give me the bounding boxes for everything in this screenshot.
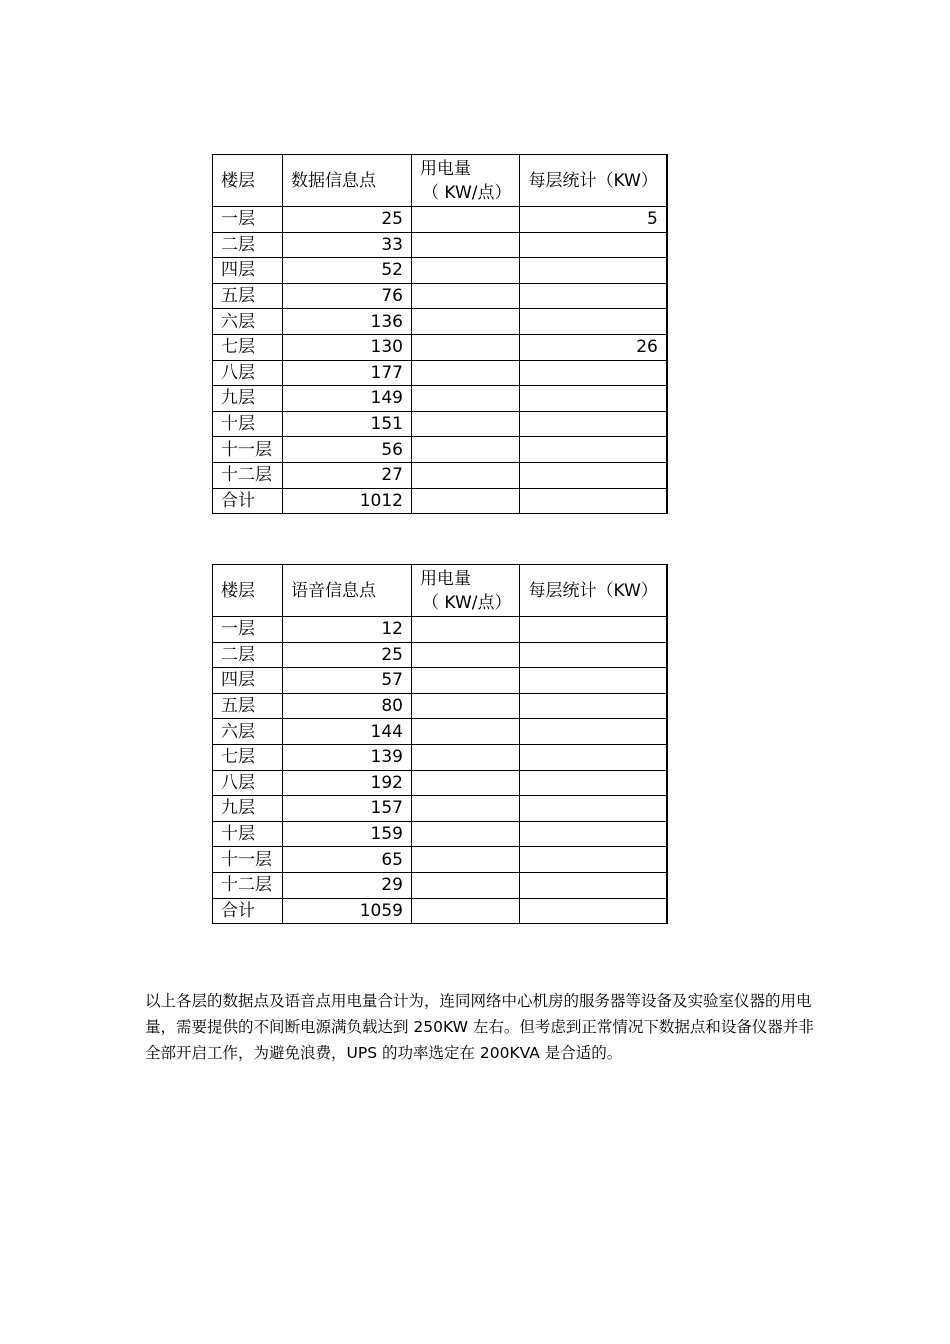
points-cell: 12 xyxy=(283,617,412,643)
floor-total-cell xyxy=(520,719,667,745)
table-row xyxy=(213,796,667,822)
table-header-row xyxy=(213,155,667,207)
usage-cell xyxy=(412,283,520,309)
floor-total-cell xyxy=(520,360,667,386)
floor-cell: 合计 xyxy=(213,898,283,924)
usage-cell xyxy=(412,847,520,873)
floor-total-cell xyxy=(520,744,667,770)
table-row xyxy=(213,719,667,745)
table-row xyxy=(213,386,667,412)
table-row xyxy=(213,283,667,309)
points-cell: 192 xyxy=(283,770,412,796)
header-floor-total: 每层统计（KW） xyxy=(520,565,667,617)
floor-total-cell xyxy=(520,232,667,258)
usage-cell xyxy=(412,719,520,745)
points-cell: 57 xyxy=(283,668,412,694)
usage-cell xyxy=(412,360,520,386)
usage-cell xyxy=(412,617,520,643)
floor-total-cell xyxy=(520,770,667,796)
points-cell: 25 xyxy=(283,207,412,233)
table-row xyxy=(213,488,667,514)
usage-cell xyxy=(412,386,520,412)
points-cell: 139 xyxy=(283,744,412,770)
floor-cell: 十一层 xyxy=(213,847,283,873)
points-cell: 1012 xyxy=(283,488,412,514)
usage-cell xyxy=(412,796,520,822)
usage-cell xyxy=(412,258,520,284)
points-cell: 76 xyxy=(283,283,412,309)
table-row xyxy=(213,642,667,668)
table-row xyxy=(213,821,667,847)
floor-cell: 九层 xyxy=(213,796,283,822)
floor-total-cell xyxy=(520,386,667,412)
floor-cell: 十层 xyxy=(213,411,283,437)
floor-cell: 二层 xyxy=(213,642,283,668)
floor-total-cell xyxy=(520,821,667,847)
table-row xyxy=(213,668,667,694)
floor-total-cell xyxy=(520,617,667,643)
floor-cell: 四层 xyxy=(213,668,283,694)
floor-cell: 八层 xyxy=(213,770,283,796)
floor-total-cell xyxy=(520,258,667,284)
header-data-points: 数据信息点 xyxy=(283,155,412,207)
points-cell: 159 xyxy=(283,821,412,847)
points-cell: 52 xyxy=(283,258,412,284)
usage-cell xyxy=(412,898,520,924)
points-cell: 56 xyxy=(283,437,412,463)
points-cell: 151 xyxy=(283,411,412,437)
points-cell: 1059 xyxy=(283,898,412,924)
floor-cell: 一层 xyxy=(213,617,283,643)
table-row xyxy=(213,898,667,924)
floor-total-cell xyxy=(520,642,667,668)
floor-total-cell xyxy=(520,488,667,514)
floor-cell: 合计 xyxy=(213,488,283,514)
points-cell: 149 xyxy=(283,386,412,412)
header-voice-points: 语音信息点 xyxy=(283,565,412,617)
usage-cell xyxy=(412,309,520,335)
usage-cell xyxy=(412,668,520,694)
floor-total-cell: 26 xyxy=(520,334,667,360)
floor-total-cell xyxy=(520,898,667,924)
table-row xyxy=(213,462,667,488)
table-header-row xyxy=(213,565,667,617)
table-row xyxy=(213,309,667,335)
usage-cell xyxy=(412,693,520,719)
points-cell: 80 xyxy=(283,693,412,719)
usage-cell xyxy=(412,462,520,488)
points-cell: 33 xyxy=(283,232,412,258)
table-row xyxy=(213,360,667,386)
floor-total-cell: 5 xyxy=(520,207,667,233)
points-cell: 136 xyxy=(283,309,412,335)
points-cell: 29 xyxy=(283,872,412,898)
usage-cell xyxy=(412,207,520,233)
table-row xyxy=(213,258,667,284)
usage-cell xyxy=(412,770,520,796)
points-cell: 177 xyxy=(283,360,412,386)
header-floor-total: 每层统计（KW） xyxy=(520,155,667,207)
usage-cell xyxy=(412,411,520,437)
table-row xyxy=(213,437,667,463)
points-cell: 144 xyxy=(283,719,412,745)
floor-cell: 二层 xyxy=(213,232,283,258)
usage-cell xyxy=(412,488,520,514)
usage-cell xyxy=(412,642,520,668)
floor-cell: 九层 xyxy=(213,386,283,412)
floor-total-cell xyxy=(520,668,667,694)
floor-total-cell xyxy=(520,437,667,463)
header-power-usage-label: 用电量 xyxy=(420,568,471,589)
floor-total-cell xyxy=(520,283,667,309)
table-row xyxy=(213,232,667,258)
summary-paragraph: 以上各层的数据点及语音点用电量合计为，连同网络中心机房的服务器等设备及实验室仪器的用电量，需要提供的不间断电源满负载达到 250KW 左右。但考虑到正常情况下数据点和设备仪器并非全部开启工作，为避免浪费，UPS 的功率选定在 200KVA 是合适的。 xyxy=(145,992,814,1062)
points-cell: 157 xyxy=(283,796,412,822)
floor-total-cell xyxy=(520,847,667,873)
usage-cell xyxy=(412,437,520,463)
header-power-usage xyxy=(412,155,520,207)
usage-cell xyxy=(412,744,520,770)
header-power-usage-label: 用电量 xyxy=(420,158,471,179)
header-floor: 楼层 xyxy=(213,155,283,207)
floor-total-cell xyxy=(520,411,667,437)
voice-points-table xyxy=(212,564,668,924)
floor-total-cell xyxy=(520,796,667,822)
header-floor: 楼层 xyxy=(213,565,283,617)
points-cell: 130 xyxy=(283,334,412,360)
floor-total-cell xyxy=(520,309,667,335)
table-row xyxy=(213,847,667,873)
floor-cell: 一层 xyxy=(213,207,283,233)
usage-cell xyxy=(412,872,520,898)
table-row xyxy=(213,617,667,643)
floor-cell: 十二层 xyxy=(213,462,283,488)
floor-cell: 十一层 xyxy=(213,437,283,463)
points-cell: 25 xyxy=(283,642,412,668)
floor-cell: 十二层 xyxy=(213,872,283,898)
table-row xyxy=(213,693,667,719)
table-row xyxy=(213,334,667,360)
floor-cell: 六层 xyxy=(213,309,283,335)
table-row xyxy=(213,207,667,233)
points-cell: 27 xyxy=(283,462,412,488)
data-points-table xyxy=(212,154,668,514)
table-row xyxy=(213,744,667,770)
floor-cell: 八层 xyxy=(213,360,283,386)
header-power-unit: （ KW/点） xyxy=(422,182,512,203)
table-row xyxy=(213,770,667,796)
table-row xyxy=(213,872,667,898)
usage-cell xyxy=(412,334,520,360)
floor-cell: 五层 xyxy=(213,693,283,719)
points-cell: 65 xyxy=(283,847,412,873)
usage-cell xyxy=(412,821,520,847)
floor-total-cell xyxy=(520,872,667,898)
floor-cell: 七层 xyxy=(213,334,283,360)
header-power-unit: （ KW/点） xyxy=(422,592,512,613)
usage-cell xyxy=(412,232,520,258)
floor-cell: 七层 xyxy=(213,744,283,770)
table-row xyxy=(213,411,667,437)
header-power-usage xyxy=(412,565,520,617)
floor-cell: 四层 xyxy=(213,258,283,284)
floor-cell: 五层 xyxy=(213,283,283,309)
floor-total-cell xyxy=(520,462,667,488)
floor-cell: 十层 xyxy=(213,821,283,847)
floor-cell: 六层 xyxy=(213,719,283,745)
floor-total-cell xyxy=(520,693,667,719)
